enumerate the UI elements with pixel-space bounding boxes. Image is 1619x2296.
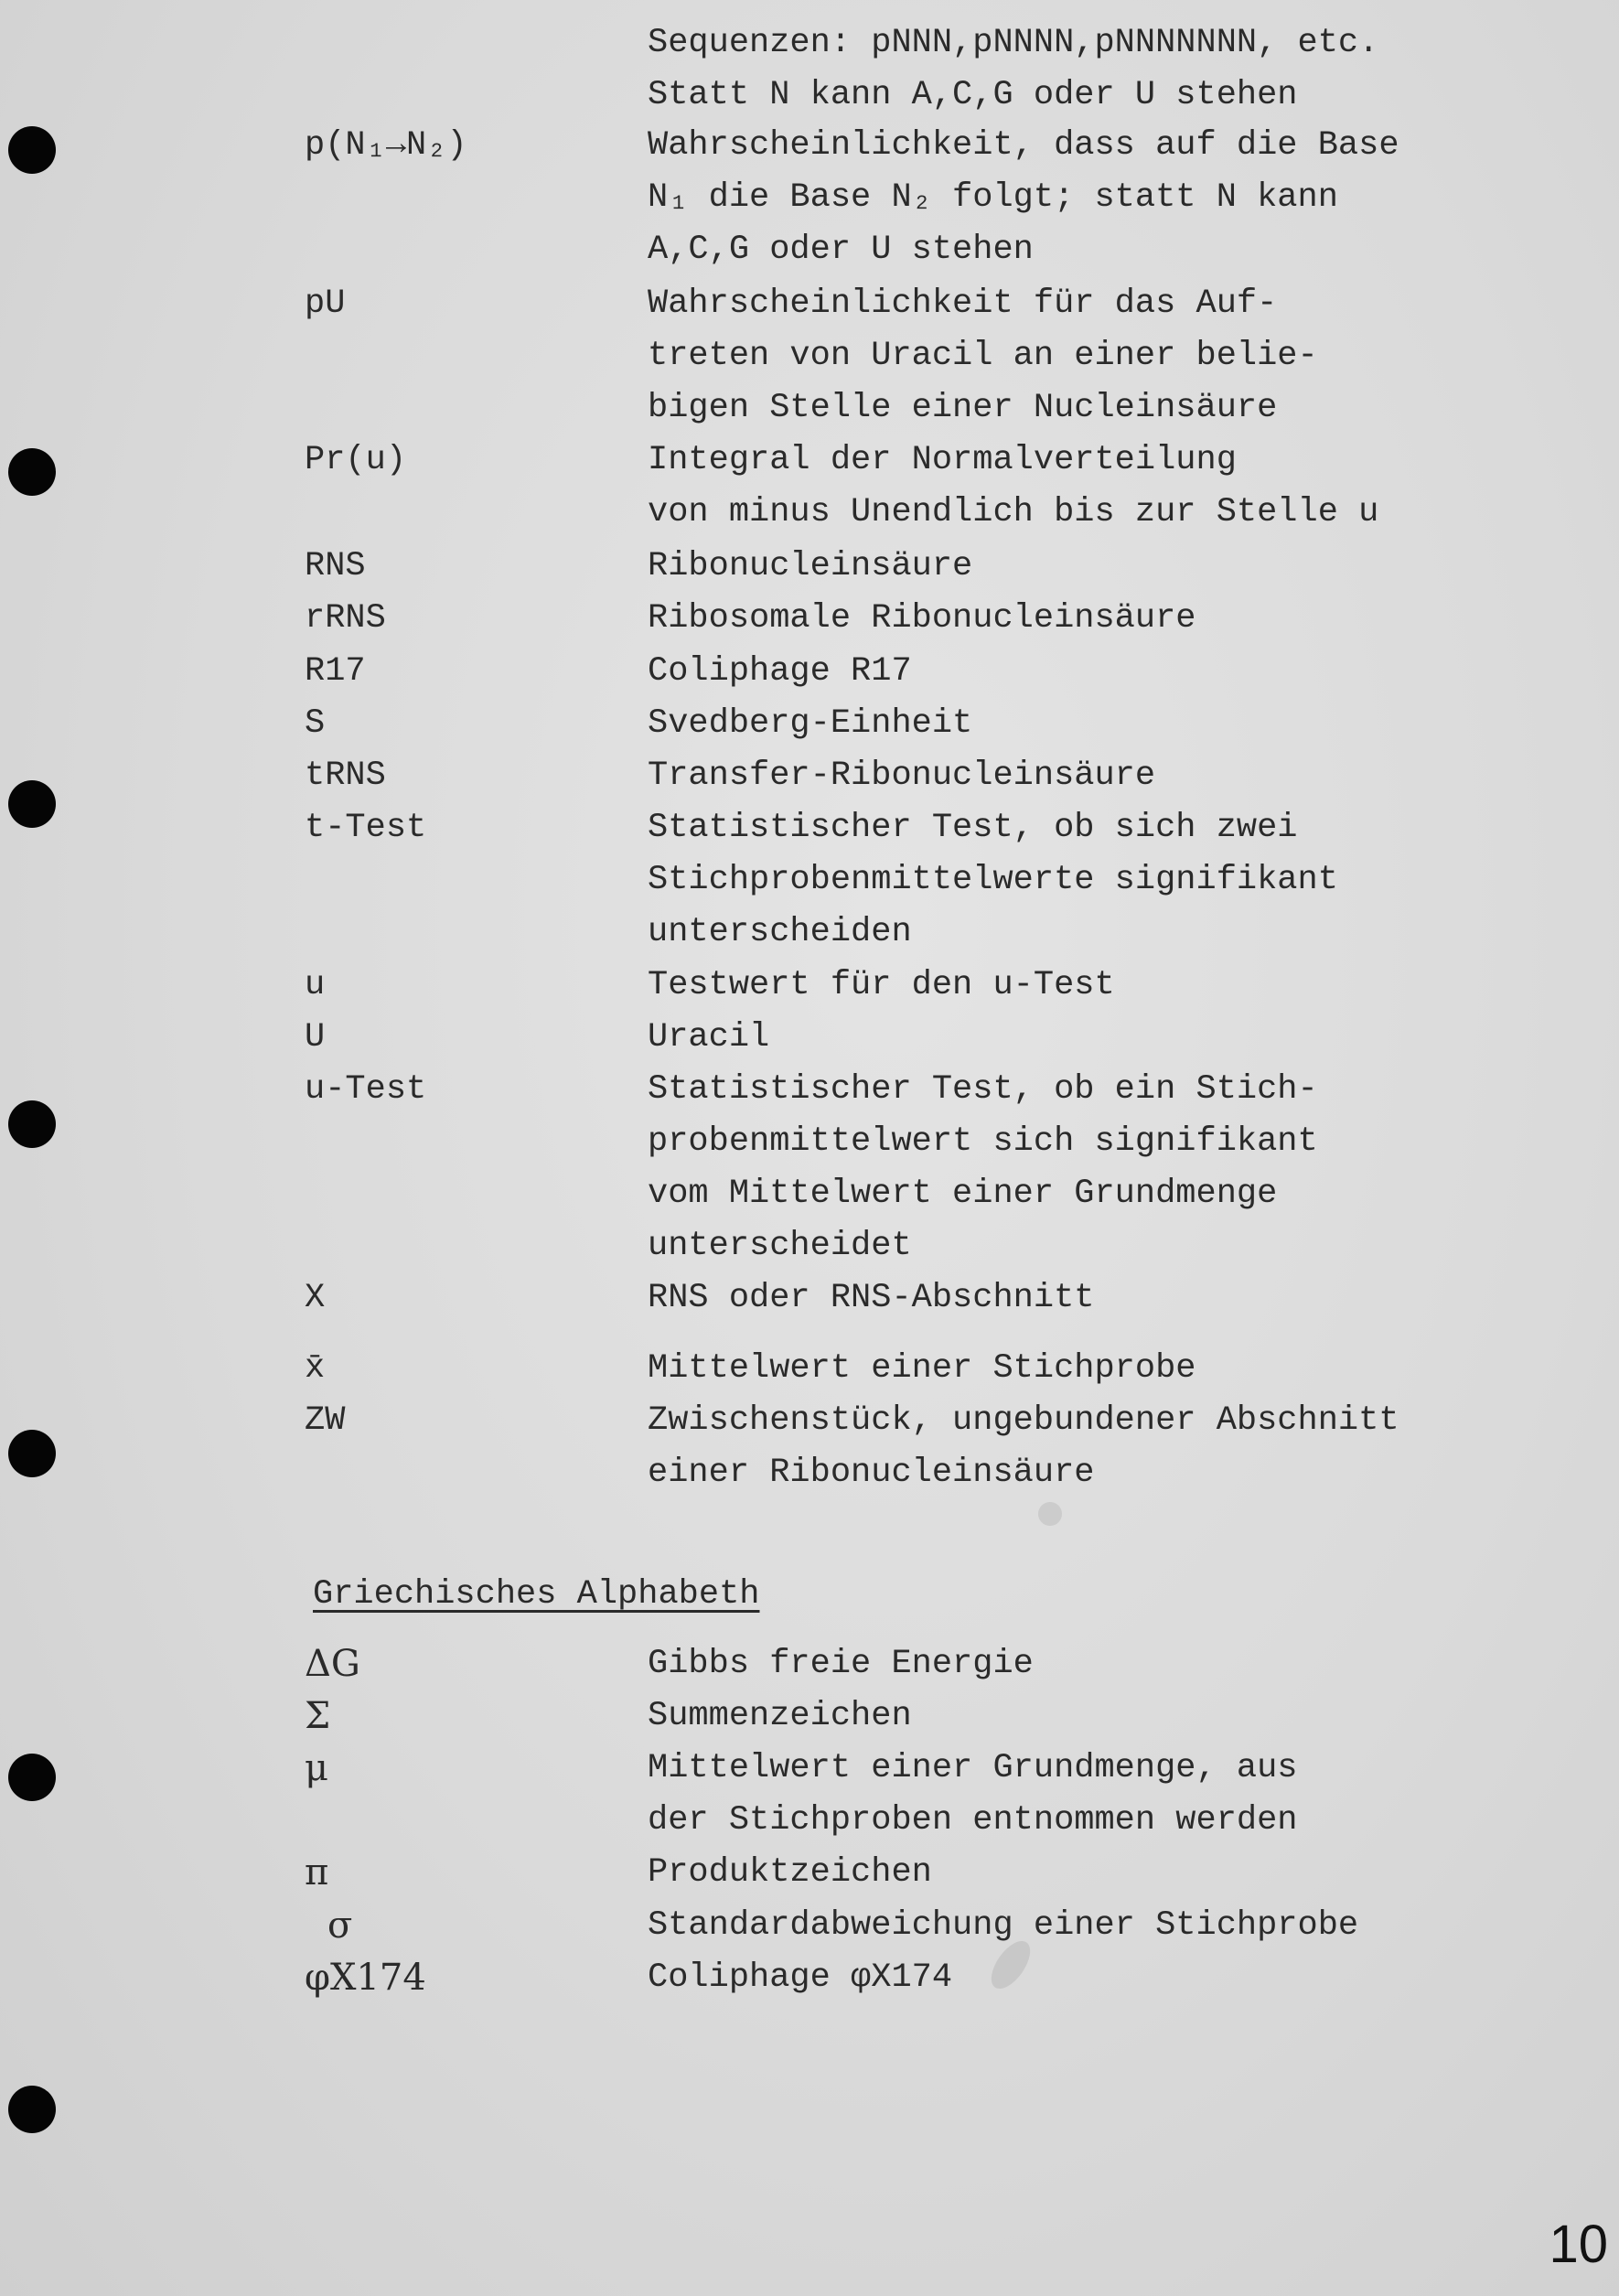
entry-definition [648, 278, 1562, 435]
binder-hole [8, 780, 56, 828]
binder-hole [8, 1754, 56, 1801]
definition-line: treten von Uracil an einer belie- [648, 337, 1318, 375]
entry-symbol: U [305, 1018, 326, 1057]
definition-line: bigen Stelle einer Nucleinsäure [648, 389, 1278, 427]
definition-line: Summenzeichen [648, 1697, 912, 1735]
definition-line: Zwischenstück, ungebundener Abschnitt [648, 1401, 1399, 1440]
definition-line: vom Mittelwert einer Grundmenge [648, 1175, 1278, 1213]
entry-symbol: RNS [305, 547, 366, 585]
binder-hole [8, 448, 56, 496]
entry-definition [648, 1690, 1562, 1743]
definition-line: N₁ die Base N₂ folgt; statt N kann [648, 178, 1338, 217]
greek-symbol: μ [305, 1747, 328, 1789]
entry-definition [648, 1952, 1562, 2004]
definition-line: Statistischer Test, ob ein Stich- [648, 1070, 1318, 1109]
entry-definition [648, 1395, 1562, 1499]
entry-symbol: p(N₁→N₂) [305, 126, 467, 165]
entry-definition [648, 750, 1562, 802]
definition-line: Wahrscheinlichkeit für das Auf- [648, 284, 1278, 323]
definition-line: Wahrscheinlichkeit, dass auf die Base [648, 126, 1399, 165]
paper-smudge [1038, 1502, 1062, 1526]
entry-symbol: u [305, 966, 326, 1004]
definition-line: Produktzeichen [648, 1853, 932, 1892]
entry-definition [648, 1847, 1562, 1899]
entry-symbol: ZW [305, 1401, 346, 1440]
entry-definition [648, 1743, 1562, 1847]
entry-symbol: t-Test [305, 809, 427, 847]
greek-section-heading: Griechisches Alphabeth [313, 1575, 760, 1614]
entry-definition [648, 698, 1562, 750]
page-number: 10 [1549, 2215, 1608, 2274]
entry-definition [648, 1272, 1562, 1325]
binder-hole [8, 1430, 56, 1477]
definition-line: Coliphage φX174 [648, 1958, 953, 1997]
definition-line: unterscheiden [648, 913, 912, 951]
entry-definition [648, 960, 1562, 1012]
definition-line: einer Ribonucleinsäure [648, 1454, 1095, 1492]
definition-line: Gibbs freie Energie [648, 1645, 1034, 1683]
definition-line: Ribonucleinsäure [648, 547, 973, 585]
greek-symbol: φX174 [305, 1957, 426, 1999]
entry-symbol: x̄ [305, 1349, 326, 1388]
definition-line: Testwert für den u-Test [648, 966, 1115, 1004]
entry-symbol: R17 [305, 652, 366, 691]
entry-definition [648, 1638, 1562, 1690]
definition-line: Ribosomale Ribonucleinsäure [648, 599, 1196, 638]
definition-line: Statistischer Test, ob sich zwei [648, 809, 1298, 847]
entry-definition [648, 802, 1562, 959]
entry-symbol: pU [305, 284, 346, 323]
entry-definition [648, 541, 1562, 593]
definition-line: Standardabweichung einer Stichprobe [648, 1906, 1359, 1945]
entry-definition [648, 1064, 1562, 1272]
entry-definition [648, 435, 1562, 539]
definition-line: Mittelwert einer Stichprobe [648, 1349, 1196, 1388]
definition-line: Transfer-Ribonucleinsäure [648, 756, 1156, 795]
definition-line: der Stichproben entnommen werden [648, 1801, 1298, 1840]
entry-definition [648, 17, 1562, 122]
entry-definition [648, 1900, 1562, 1952]
greek-symbol: π [305, 1851, 329, 1894]
definition-line: Sequenzen: pNNN,pNNNN,pNNNNNNN, etc. [648, 24, 1379, 62]
entry-symbol: tRNS [305, 756, 386, 795]
definition-line: unterscheidet [648, 1227, 912, 1265]
entry-definition [648, 1012, 1562, 1064]
greek-symbol: σ [327, 1904, 353, 1947]
definition-line: Mittelwert einer Grundmenge, aus [648, 1749, 1298, 1787]
definition-line: Coliphage R17 [648, 652, 912, 691]
binder-hole [8, 2086, 56, 2133]
greek-symbol: ΔG [305, 1643, 360, 1685]
definition-line: von minus Unendlich bis zur Stelle u [648, 493, 1379, 531]
entry-definition [648, 120, 1562, 276]
definition-line: A,C,G oder U stehen [648, 231, 1034, 269]
entry-symbol: X [305, 1279, 326, 1317]
entry-definition [648, 593, 1562, 645]
entry-symbol: S [305, 704, 326, 743]
entry-definition [648, 1343, 1562, 1395]
definition-line: Uracil [648, 1018, 770, 1057]
definition-line: RNS oder RNS-Abschnitt [648, 1279, 1095, 1317]
entry-symbol: u-Test [305, 1070, 427, 1109]
entry-symbol: rRNS [305, 599, 386, 638]
entry-definition [648, 646, 1562, 698]
entry-symbol: Pr(u) [305, 441, 407, 479]
definition-line: Svedberg-Einheit [648, 704, 973, 743]
binder-hole [8, 126, 56, 174]
definition-line: Statt N kann A,C,G oder U stehen [648, 76, 1298, 114]
greek-symbol: Σ [305, 1695, 331, 1737]
definition-line: Stichprobenmittelwerte signifikant [648, 861, 1338, 899]
definition-line: probenmittelwert sich signifikant [648, 1122, 1318, 1161]
definition-line: Integral der Normalverteilung [648, 441, 1237, 479]
binder-hole [8, 1100, 56, 1148]
